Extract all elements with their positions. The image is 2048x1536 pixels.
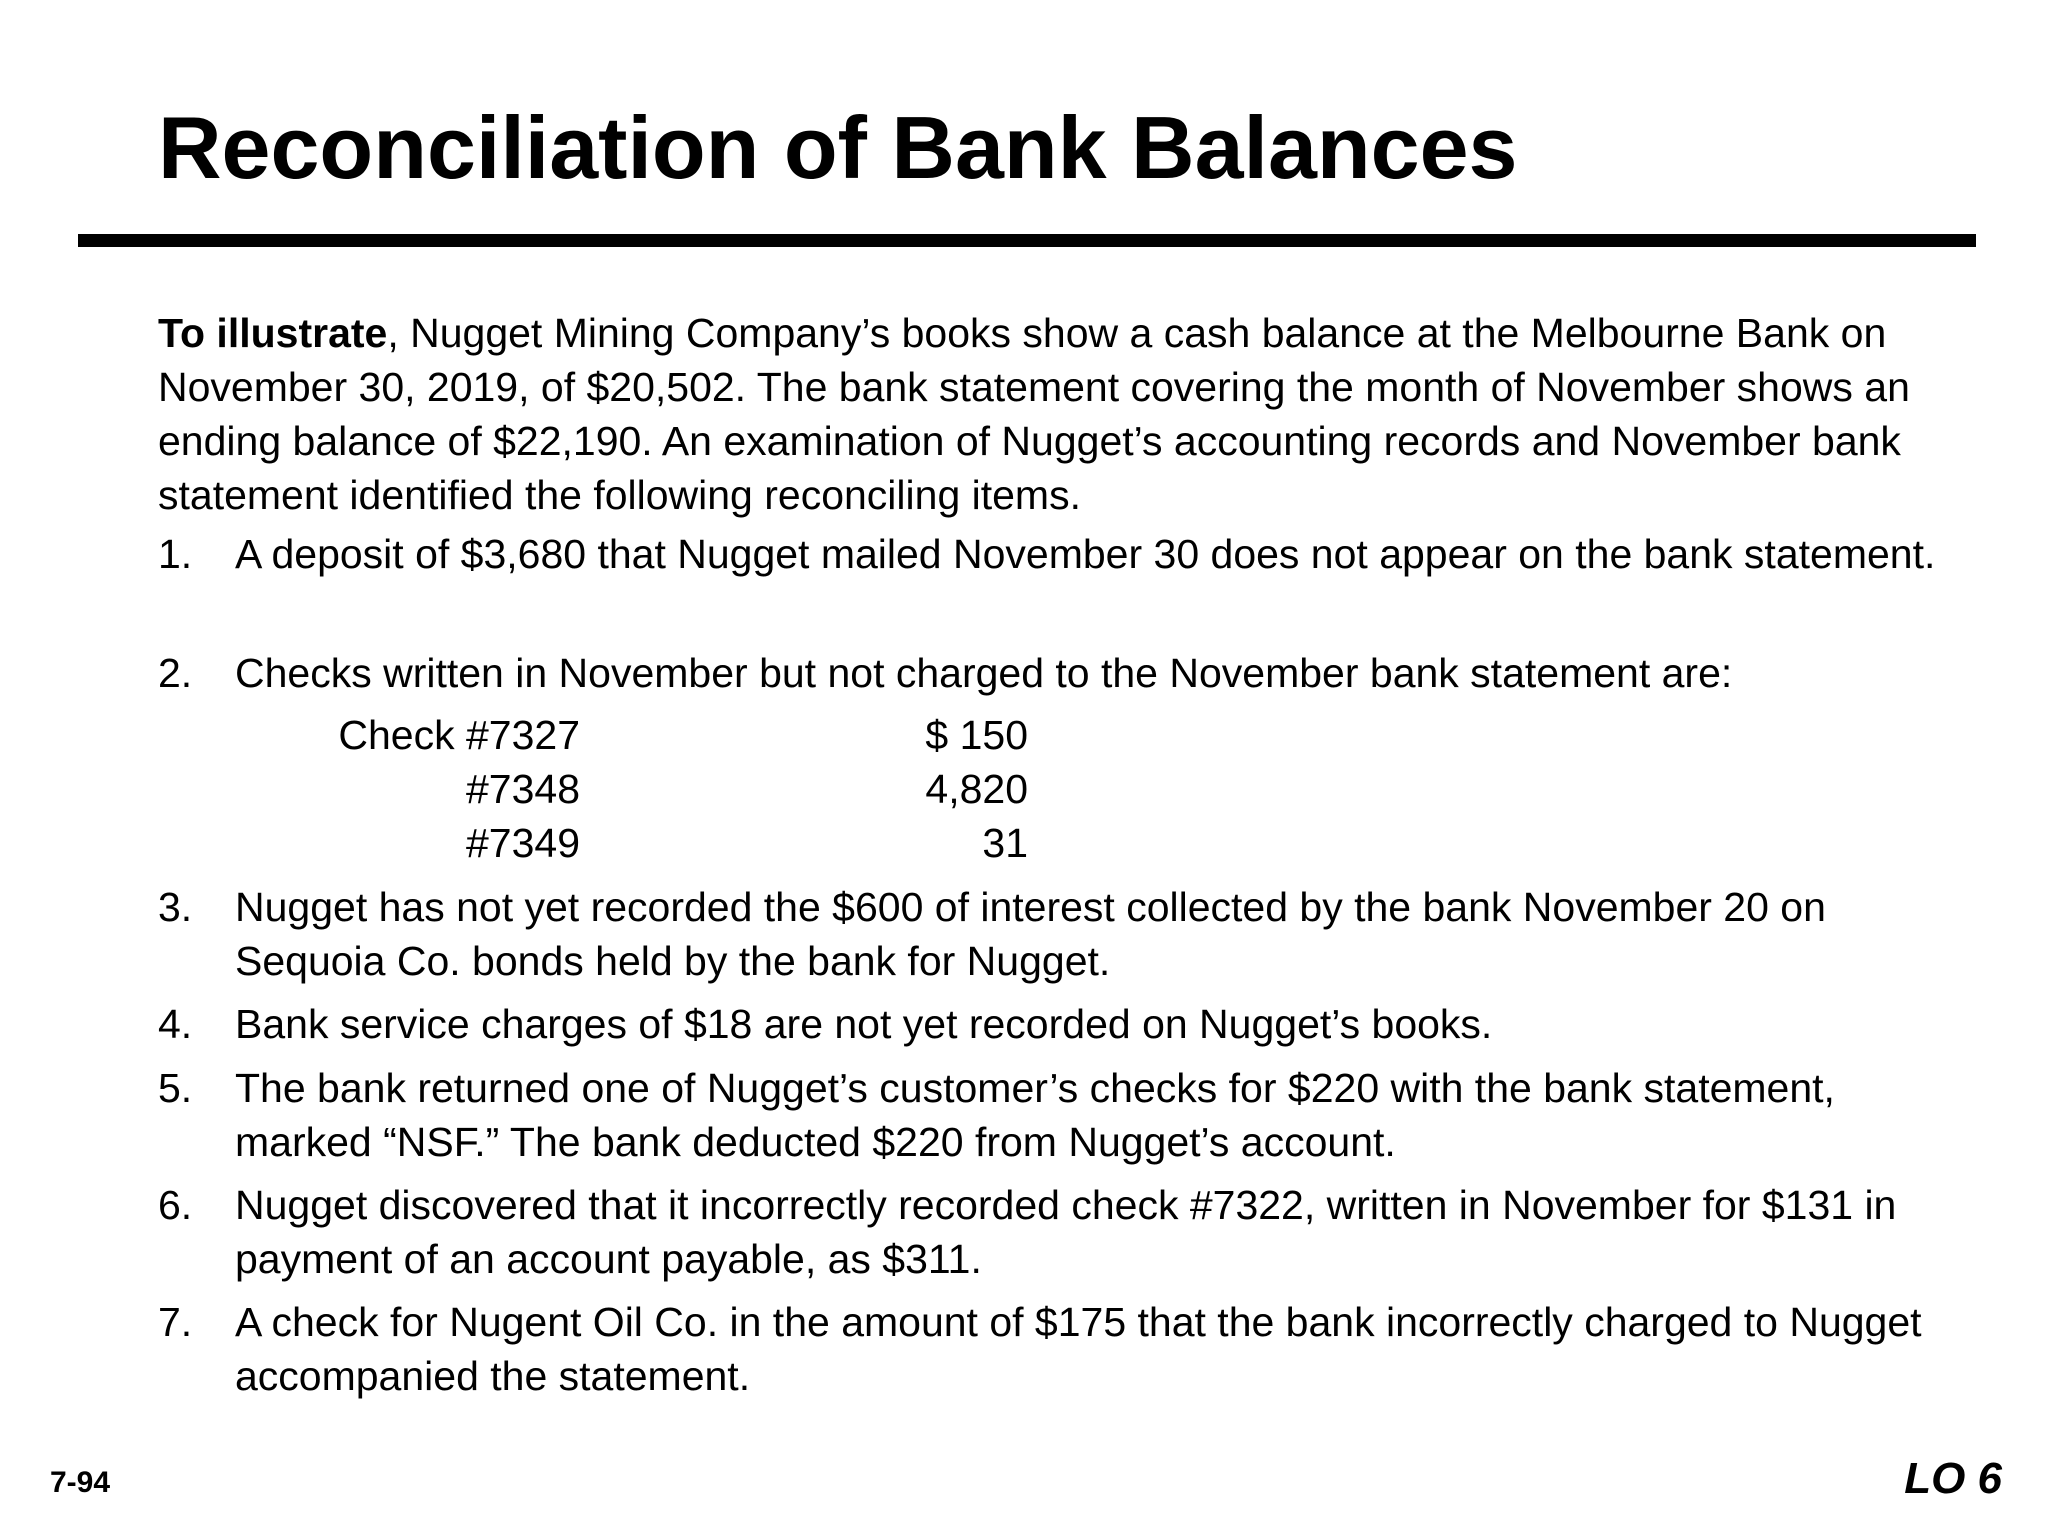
check-number: #7349	[465, 820, 580, 866]
list-item	[158, 1295, 1948, 1403]
list-item-number: 2.	[158, 650, 193, 696]
list-item	[158, 880, 1948, 988]
table-row	[400, 816, 1220, 870]
list-item	[158, 1178, 1948, 1286]
list-item-text: A deposit of $3,680 that Nugget mailed November 30 does not appear on the bank statement.	[235, 531, 1936, 577]
list-item-number: 6.	[158, 1182, 193, 1228]
table-row	[338, 708, 1220, 762]
list-item-number: 3.	[158, 884, 193, 930]
list-item-text: Nugget has not yet recorded the $600 of interest collected by the bank November 20 on Sequoia Co. bonds held by the bank for Nugget.	[235, 884, 1826, 984]
list-item-number: 5.	[158, 1065, 193, 1111]
title-divider	[78, 234, 1976, 247]
check-amount: 31	[982, 820, 1028, 866]
list-item-number: 7.	[158, 1299, 193, 1345]
list-item	[158, 997, 1948, 1051]
check-amount: $ 150	[925, 712, 1028, 758]
outstanding-checks-table	[338, 708, 1220, 870]
table-row	[400, 762, 1220, 816]
check-number: Check #7327	[338, 712, 580, 758]
list-item-text: A check for Nugent Oil Co. in the amount of $175 that the bank incorrectly charged to Nugget accompanied the statement.	[235, 1299, 1922, 1399]
list-item-number: 1.	[158, 531, 193, 577]
intro-text: , Nugget Mining Company’s books show a cash balance at the Melbourne Bank on November 30, 2019, of $20,502. The bank statement covering the month of November shows an ending balance of $22,190. An examination of Nugget’s accounting records and November bank statement identified the following reconciling items.	[158, 310, 1910, 518]
list-item-text: Checks written in November but not charged to the November bank statement are:	[235, 650, 1733, 696]
intro-lead: To illustrate	[158, 310, 388, 356]
check-number: #7348	[465, 766, 580, 812]
intro-paragraph	[158, 306, 1948, 522]
list-item-text: Nugget discovered that it incorrectly recorded check #7322, written in November for $131 in payment of an account payable, as $311.	[235, 1182, 1897, 1282]
list-item	[158, 527, 1948, 581]
list-item-number: 4.	[158, 1001, 193, 1047]
page-number: 7-94	[50, 1466, 111, 1499]
list-item	[158, 1061, 1948, 1169]
list-item-text: Bank service charges of $18 are not yet recorded on Nugget’s books.	[235, 1001, 1493, 1047]
slide-title: Reconciliation of Bank Balances	[158, 98, 1518, 197]
list-item-text: The bank returned one of Nugget’s customer’s checks for $220 with the bank statement, marked “NSF.” The bank deducted $220 from Nugget’s account.	[235, 1065, 1835, 1165]
list-item	[158, 646, 1948, 700]
learning-objective-label: LO 6	[1904, 1454, 2002, 1503]
check-amount: 4,820	[925, 766, 1028, 812]
